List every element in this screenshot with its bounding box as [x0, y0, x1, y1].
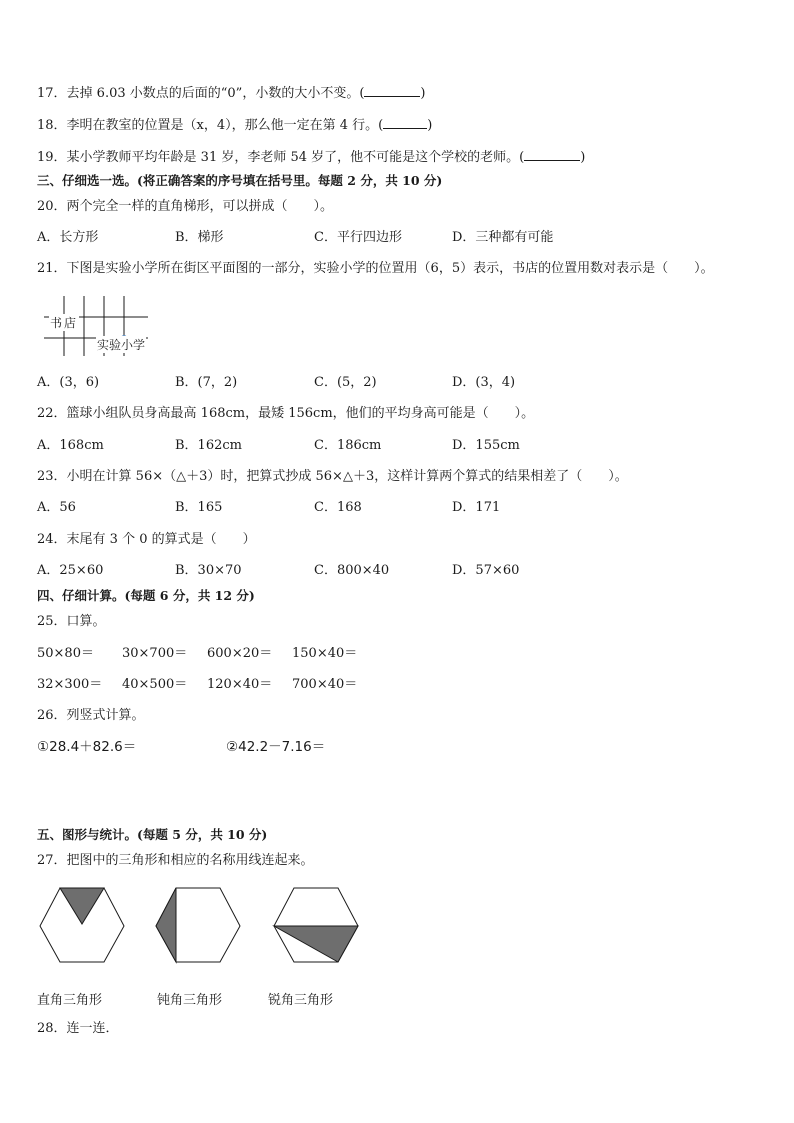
hexagon-2-svg [154, 884, 244, 964]
question-19-close: ) [580, 150, 586, 165]
q20-option-c[interactable]: C．平行四边形 [314, 230, 402, 245]
question-26: 26．列竖式计算。 [37, 708, 145, 723]
mental-calc-4: 150×40＝ [292, 646, 358, 661]
section-5-heading: 五、图形与统计。(每题 5 分，共 10 分) [37, 827, 268, 842]
mental-calc-5: 32×300＝ [37, 677, 103, 692]
mental-calc-2: 30×700＝ [122, 646, 188, 661]
vertical-calc-1: ①28.4＋82.6＝ [37, 739, 137, 755]
question-27: 27．把图中的三角形和相应的名称用线连起来。 [37, 853, 314, 868]
label-right-triangle[interactable]: 直角三角形 [37, 993, 103, 1008]
q23-option-b[interactable]: B．165 [175, 500, 223, 515]
hexagon-figure-3 [272, 884, 362, 964]
question-17-close: ) [420, 86, 426, 101]
q24-option-d[interactable]: D．57×60 [452, 563, 520, 578]
mental-calc-6: 40×500＝ [122, 677, 188, 692]
mental-calc-8: 700×40＝ [292, 677, 358, 692]
question-18 [37, 116, 432, 134]
label-acute-triangle[interactable]: 锐角三角形 [268, 993, 334, 1008]
question-22: 22．篮球小组队员身高最高 168cm，最矮 156cm，他们的平均身高可能是（ ）。 [37, 406, 535, 421]
question-24: 24．末尾有 3 个 0 的算式是（ ） [37, 532, 256, 547]
section-3-heading: 三、仔细选一选。(将正确答案的序号填在括号里。每题 2 分，共 10 分) [37, 173, 443, 188]
answer-blank-19[interactable] [524, 148, 580, 161]
answer-blank-17[interactable] [364, 84, 420, 97]
bookstore-label: 书店 [50, 316, 79, 330]
q24-option-b[interactable]: B．30×70 [175, 563, 242, 578]
street-grid-map [44, 296, 164, 360]
q23-option-a[interactable]: A．56 [37, 500, 76, 515]
q22-option-c[interactable]: C．186cm [314, 438, 382, 453]
q22-option-d[interactable]: D．155cm [452, 438, 520, 453]
question-20: 20．两个完全一样的直角梯形，可以拼成（ ）。 [37, 199, 334, 214]
label-obtuse-triangle[interactable]: 钝角三角形 [157, 993, 223, 1008]
q21-option-a[interactable]: A．(3，6) [37, 375, 100, 390]
school-label: 实验小学 [97, 338, 146, 352]
q23-option-c[interactable]: C．168 [314, 500, 362, 515]
question-28: 28．连一连． [37, 1021, 119, 1036]
q20-option-b[interactable]: B．梯形 [175, 230, 224, 245]
hexagon-3-svg [272, 884, 362, 964]
question-17 [37, 84, 425, 102]
question-18-close: ) [427, 118, 433, 133]
q23-option-d[interactable]: D．171 [452, 500, 501, 515]
q24-option-c[interactable]: C．800×40 [314, 563, 390, 578]
question-19 [37, 148, 585, 166]
shaded-triangle-2 [156, 888, 176, 962]
question-19-text: 19．某小学教师平均年龄是 31 岁，李老师 54 岁了，他不可能是这个学校的老师。( [37, 150, 525, 165]
q21-option-b[interactable]: B．(7，2) [175, 375, 238, 390]
q22-option-a[interactable]: A．168cm [37, 438, 104, 453]
mental-calc-1: 50×80＝ [37, 646, 94, 661]
question-23: 23．小明在计算 56×（△＋3）时，把算式抄成 56×△＋3，这样计算两个算式的结果相差了（ ）。 [37, 469, 628, 484]
mental-calc-7: 120×40＝ [207, 677, 273, 692]
q21-option-c[interactable]: C．(5，2) [314, 375, 377, 390]
vertical-calc-2: ②42.2－7.16＝ [226, 739, 326, 755]
hexagon-1-svg [38, 884, 128, 964]
hexagon-figure-1 [38, 884, 128, 964]
q21-option-d[interactable]: D．(3，4) [452, 375, 516, 390]
mental-calc-3: 600×20＝ [207, 646, 273, 661]
question-18-text: 18．李明在教室的位置是（x，4），那么他一定在第 4 行。( [37, 118, 384, 133]
hexagon-figure-2 [154, 884, 244, 964]
question-17-text: 17．去掉 6.03 小数点的后面的“0”，小数的大小不变。( [37, 86, 365, 101]
question-25: 25．口算。 [37, 614, 106, 629]
q20-option-d[interactable]: D．三种都有可能 [452, 230, 554, 245]
q24-option-a[interactable]: A．25×60 [37, 563, 104, 578]
q20-option-a[interactable]: A．长方形 [37, 230, 99, 245]
answer-blank-18[interactable] [383, 116, 427, 129]
q22-option-b[interactable]: B．162cm [175, 438, 242, 453]
section-4-heading: 四、仔细计算。(每题 6 分，共 12 分) [37, 588, 255, 603]
question-21: 21．下图是实验小学所在街区平面图的一部分，实验小学的位置用（6，5）表示，书店的位置用数对表示是（ ）。 [37, 261, 714, 276]
